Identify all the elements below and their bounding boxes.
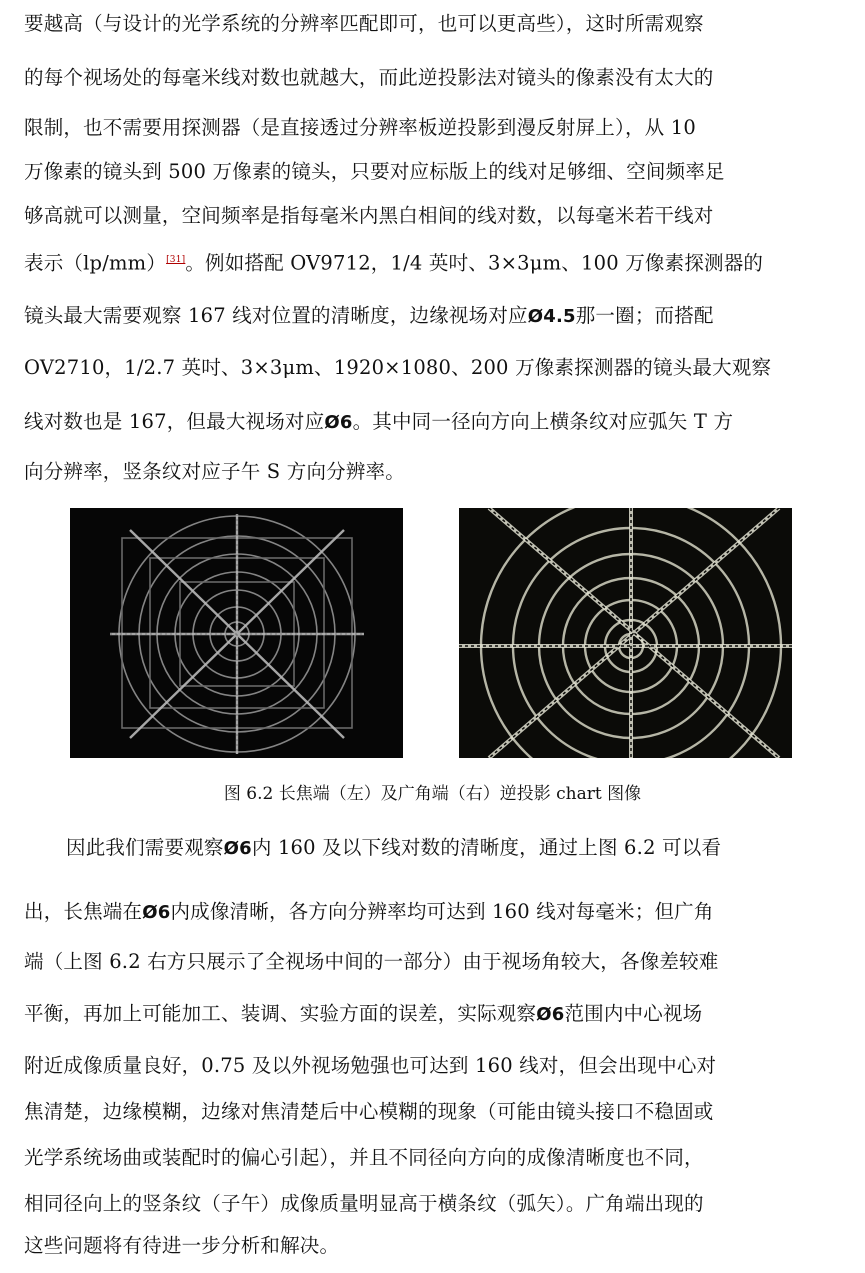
text-span: 镜头最大需要观察 167 线对位置的清晰度，边缘视场对应 bbox=[24, 304, 528, 327]
paragraph-line bbox=[24, 408, 834, 437]
paragraph-line bbox=[66, 834, 836, 863]
paragraph-line bbox=[24, 898, 834, 927]
text-span: 因此我们需要观察 bbox=[66, 836, 224, 859]
text-span: 内 160 及以下线对数的清晰度，通过上图 6.2 可以看 bbox=[251, 836, 722, 859]
paragraph-line bbox=[24, 302, 834, 331]
paragraph-line: 光学系统场曲或装配时的偏心引起），并且不同径向方向的成像清晰度也不同， bbox=[24, 1146, 704, 1169]
text-span: 。例如搭配 OV9712，1/4 英吋、3×3μm、100 万像素探测器的 bbox=[185, 251, 764, 275]
paragraph-line bbox=[24, 1000, 834, 1029]
paragraph-line: 够高就可以测量，空间频率是指每毫米内黑白相间的线对数，以每毫米若干线对 bbox=[24, 204, 714, 227]
paragraph-line: 附近成像质量良好，0.75 及以外视场勉强也可达到 160 线对，但会出现中心对 bbox=[24, 1054, 717, 1077]
paragraph-line: 万像素的镜头到 500 万像素的镜头，只要对应标版上的线对足够细、空间频率足 bbox=[24, 160, 725, 183]
resolution-chart-graphic bbox=[70, 508, 403, 758]
paragraph-line: 端（上图 6.2 右方只展示了全视场中间的一部分）由于视场角较大，各像差较难 bbox=[24, 950, 719, 973]
text-span: 表示（lp/mm） bbox=[24, 251, 167, 275]
paragraph-line: 这些问题将有待进一步分析和解决。 bbox=[24, 1234, 340, 1257]
text-span: 内成像清晰，各方向分辨率均可达到 160 线对每毫米；但广角 bbox=[170, 900, 714, 923]
paragraph-line: 向分辨率，竖条纹对应子午 S 方向分辨率。 bbox=[24, 460, 405, 483]
paragraph-line bbox=[24, 246, 834, 278]
citation-link[interactable]: [31] bbox=[166, 255, 186, 265]
telephoto-chart-image bbox=[70, 508, 403, 758]
diameter-symbol: Ø6 bbox=[142, 902, 171, 923]
text-span: 出，长焦端在 bbox=[24, 900, 143, 923]
figure-caption: 图 6.2 长焦端（左）及广角端（右）逆投影 chart 图像 bbox=[223, 784, 642, 804]
text-span: 平衡，再加上可能加工、装调、实验方面的误差，实际观察 bbox=[24, 1002, 537, 1025]
text-span: 线对数也是 167，但最大视场对应 bbox=[24, 410, 325, 433]
diameter-symbol: Ø6 bbox=[536, 1004, 565, 1025]
text-span: 那一圈；而搭配 bbox=[575, 304, 714, 327]
paragraph-line: 焦清楚，边缘模糊，边缘对焦清楚后中心模糊的现象（可能由镜头接口不稳固或 bbox=[24, 1100, 714, 1123]
text-span: 。其中同一径向方向上横条纹对应弧矢 T 方 bbox=[352, 410, 734, 433]
resolution-chart-graphic bbox=[459, 508, 792, 758]
paragraph-line: 相同径向上的竖条纹（子午）成像质量明显高于横条纹（弧矢）。广角端出现的 bbox=[24, 1192, 704, 1215]
diameter-symbol: Ø6 bbox=[223, 838, 252, 859]
wide-angle-chart-image bbox=[459, 508, 792, 758]
diameter-symbol: Ø6 bbox=[324, 412, 353, 433]
paragraph-line: 的每个视场处的每毫米线对数也就越大，而此逆投影法对镜头的像素没有太大的 bbox=[24, 66, 714, 89]
paragraph-line: 限制，也不需要用探测器（是直接透过分辨率板逆投影到漫反射屏上），从 10 bbox=[24, 116, 696, 139]
diameter-symbol: Ø4.5 bbox=[527, 306, 576, 327]
text-span: 范围内中心视场 bbox=[564, 1002, 703, 1025]
paragraph-line: 要越高（与设计的光学系统的分辨率匹配即可，也可以更高些），这时所需观察 bbox=[24, 12, 704, 35]
paragraph-line: OV2710，1/2.7 英吋、3×3μm、1920×1080、200 万像素探测器的镜头最大观察 bbox=[24, 356, 772, 379]
